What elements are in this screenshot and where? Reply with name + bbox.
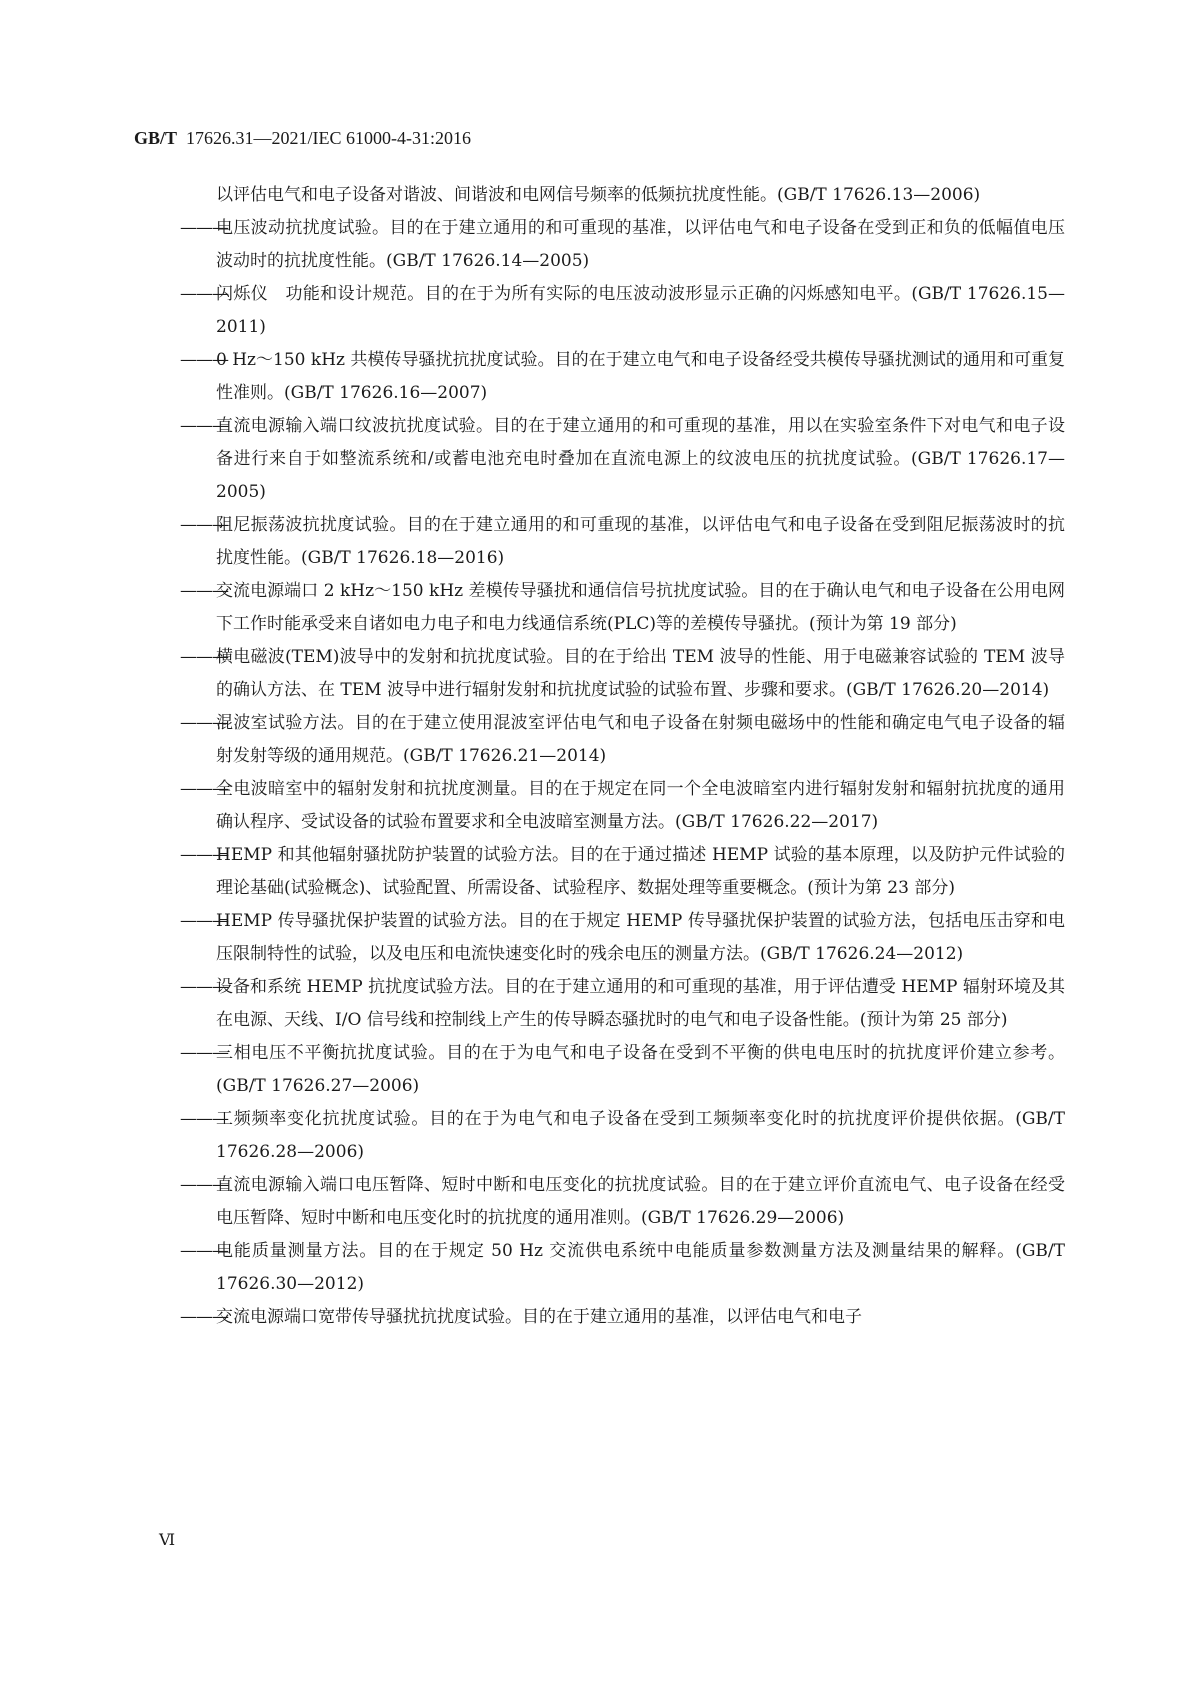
dash-marker: ———	[180, 1307, 228, 1327]
dash-marker: ———	[180, 977, 228, 997]
list-item	[180, 1235, 1065, 1301]
dash-marker: ———	[180, 911, 228, 931]
list-item-text: 直流电源输入端口电压暂降、短时中断和电压变化的抗扰度试验。目的在于建立评价直流电气、电子设备在经受电压暂降、短时中断和电压变化时的抗扰度的通用准则。(GB/T 17626.29—2006)	[216, 1175, 1065, 1228]
dash-marker: ———	[180, 284, 228, 304]
list-item	[180, 971, 1065, 1037]
list-item	[180, 641, 1065, 707]
list-item	[180, 410, 1065, 509]
list-item-text: 工频频率变化抗扰度试验。目的在于为电气和电子设备在受到工频频率变化时的抗扰度评价提供依据。(GB/T 17626.28—2006)	[216, 1109, 1065, 1162]
dash-marker: ———	[180, 845, 228, 865]
dash-marker: ———	[180, 515, 228, 535]
list-item	[180, 707, 1065, 773]
dash-marker: ———	[180, 713, 228, 733]
dash-marker: ———	[180, 416, 228, 436]
list-item	[180, 1037, 1065, 1103]
dash-marker: ———	[180, 647, 228, 667]
list-item	[180, 1169, 1065, 1235]
list-item	[180, 839, 1065, 905]
dash-marker: ———	[180, 1175, 228, 1195]
dash-marker: ———	[180, 779, 228, 799]
list-item-text: 混波室试验方法。目的在于建立使用混波室评估电气和电子设备在射频电磁场中的性能和确定电气电子设备的辐射发射等级的通用规范。(GB/T 17626.21—2014)	[216, 713, 1065, 766]
list-item-text: HEMP 传导骚扰保护装置的试验方法。目的在于规定 HEMP 传导骚扰保护装置的试验方法，包括电压击穿和电压限制特性的试验，以及电压和电流快速变化时的残余电压的测量方法。(GB/T 17626.24—2012)	[216, 911, 1065, 964]
list-item-text: 交流电源端口宽带传导骚扰抗扰度试验。目的在于建立通用的基准，以评估电气和电子	[216, 1307, 862, 1327]
list-item	[180, 1103, 1065, 1169]
list-item	[180, 212, 1065, 278]
list-item	[180, 278, 1065, 344]
list-item-text: 设备和系统 HEMP 抗扰度试验方法。目的在于建立通用的和可重现的基准，用于评估遭受 HEMP 辐射环境及其在电源、天线、I/O 信号线和控制线上产生的传导瞬态骚扰时的电气和电子设备性能。(预计为第 25 部分)	[216, 977, 1065, 1030]
list-item-text: 闪烁仪 功能和设计规范。目的在于为所有实际的电压波动波形显示正确的闪烁感知电平。(GB/T 17626.15—2011)	[216, 284, 1065, 337]
list-item	[180, 1301, 1065, 1334]
list-item-text: 阻尼振荡波抗扰度试验。目的在于建立通用的和可重现的基准，以评估电气和电子设备在受到阻尼振荡波时的抗扰度性能。(GB/T 17626.18—2016)	[216, 515, 1065, 568]
document-header	[134, 126, 471, 150]
dash-marker: ———	[180, 218, 228, 238]
list-item	[180, 344, 1065, 410]
list-item	[180, 509, 1065, 575]
standard-code: GB/T	[134, 128, 178, 148]
dash-marker: ———	[180, 581, 228, 601]
list-item-text: 横电磁波(TEM)波导中的发射和抗扰度试验。目的在于给出 TEM 波导的性能、用于电磁兼容试验的 TEM 波导的确认方法、在 TEM 波导中进行辐射发射和抗扰度试验的试验布置、步骤和要求。(GB/T 17626.20—2014)	[216, 647, 1065, 700]
list-item	[180, 773, 1065, 839]
page-number: Ⅵ	[159, 1532, 176, 1549]
list-item-text: 交流电源端口 2 kHz～150 kHz 差模传导骚扰和通信信号抗扰度试验。目的在于确认电气和电子设备在公用电网下工作时能承受来自诸如电力电子和电力线通信系统(PLC)等的差模传导骚扰。(预计为第 19 部分)	[216, 581, 1065, 634]
dash-marker: ———	[180, 1241, 228, 1261]
dash-marker: ———	[180, 350, 228, 370]
dash-marker: ———	[180, 1043, 228, 1063]
list-item-text: HEMP 和其他辐射骚扰防护装置的试验方法。目的在于通过描述 HEMP 试验的基本原理，以及防护元件试验的理论基础(试验概念)、试验配置、所需设备、试验程序、数据处理等重要概念。(预计为第 23 部分)	[216, 845, 1065, 898]
list-item	[180, 575, 1065, 641]
continuation-paragraph: 以评估电气和电子设备对谐波、间谐波和电网信号频率的低频抗扰度性能。(GB/T 17626.13—2006)	[216, 185, 981, 205]
standards-list	[180, 212, 1065, 1334]
list-item-text: 全电波暗室中的辐射发射和抗扰度测量。目的在于规定在同一个全电波暗室内进行辐射发射和辐射抗扰度的通用确认程序、受试设备的试验布置要求和全电波暗室测量方法。(GB/T 17626.22—2017)	[216, 779, 1065, 832]
standard-number: 17626.31—2021/IEC 61000-4-31:2016	[186, 128, 472, 148]
list-item-text: 直流电源输入端口纹波抗扰度试验。目的在于建立通用的和可重现的基准，用以在实验室条件下对电气和电子设备进行来自于如整流系统和/或蓄电池充电时叠加在直流电源上的纹波电压的抗扰度试验。(GB/T 17626.17—2005)	[216, 416, 1065, 502]
list-item-text: 三相电压不平衡抗扰度试验。目的在于为电气和电子设备在受到不平衡的供电电压时的抗扰度评价建立参考。(GB/T 17626.27—2006)	[216, 1043, 1065, 1096]
dash-marker: ———	[180, 1109, 228, 1129]
list-item-text: 0 Hz～150 kHz 共模传导骚扰抗扰度试验。目的在于建立电气和电子设备经受共模传导骚扰测试的通用和可重复性准则。(GB/T 17626.16—2007)	[216, 350, 1065, 403]
list-item-text: 电能质量测量方法。目的在于规定 50 Hz 交流供电系统中电能质量参数测量方法及测量结果的解释。(GB/T 17626.30—2012)	[216, 1241, 1065, 1294]
list-item	[180, 905, 1065, 971]
list-item-text: 电压波动抗扰度试验。目的在于建立通用的和可重现的基准，以评估电气和电子设备在受到正和负的低幅值电压波动时的抗扰度性能。(GB/T 17626.14—2005)	[216, 218, 1065, 271]
document-body	[180, 179, 1065, 1334]
